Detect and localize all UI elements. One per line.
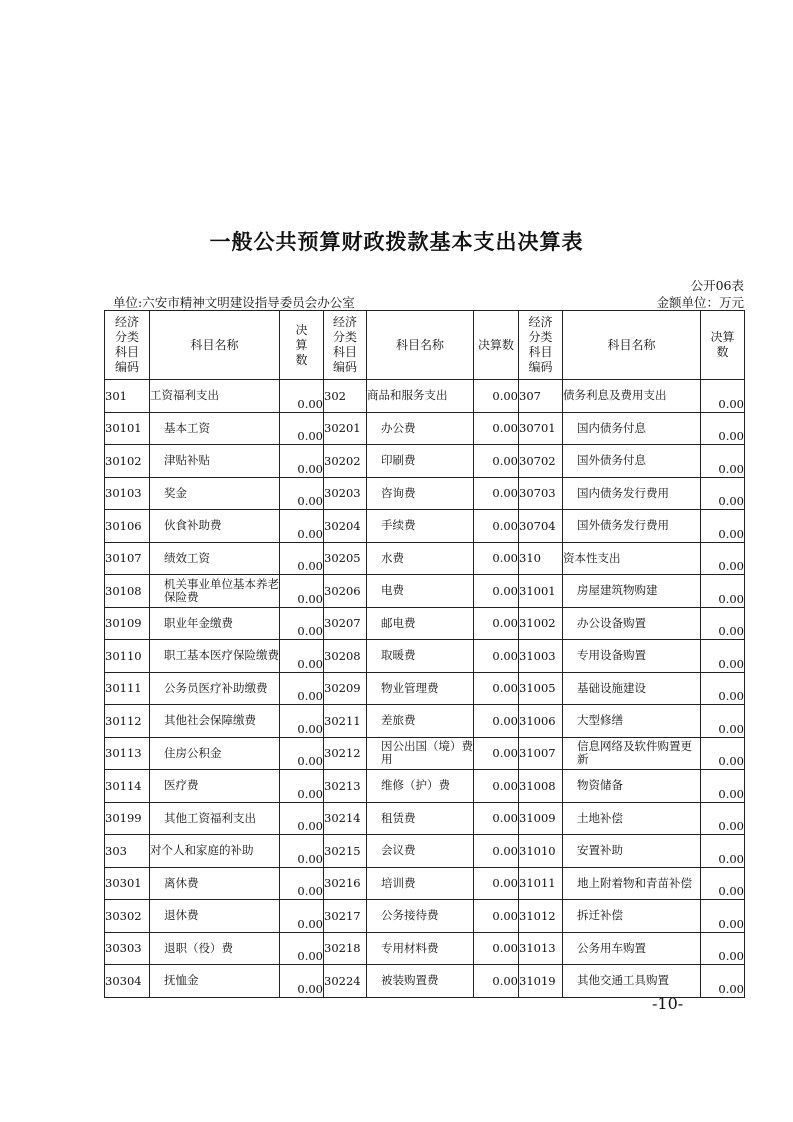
amount-cell: 0.00 [280, 542, 324, 575]
name-cell: 培训费 [367, 867, 474, 900]
name-cell: 差旅费 [367, 705, 474, 738]
name-cell: 大型修缮 [563, 705, 701, 738]
name-cell: 工资福利支出 [150, 380, 280, 413]
header-code-2: 经济分类科目编码 [324, 311, 367, 380]
header-name-3: 科目名称 [563, 311, 701, 380]
name-cell: 专用材料费 [367, 932, 474, 965]
table-row [105, 445, 745, 478]
code-cell: 31002 [519, 607, 563, 640]
name-cell: 退休费 [150, 900, 280, 933]
name-cell: 安置补助 [563, 835, 701, 868]
table-row [105, 737, 745, 770]
amount-cell: 0.00 [280, 965, 324, 998]
name-cell: 会议费 [367, 835, 474, 868]
amount-cell: 0.00 [280, 412, 324, 445]
amount-cell: 0.00 [280, 737, 324, 770]
code-cell: 30206 [324, 575, 367, 608]
name-cell: 维修（护）费 [367, 770, 474, 803]
name-cell: 手续费 [367, 510, 474, 543]
amount-cell: 0.00 [701, 705, 745, 738]
name-cell: 绩效工资 [150, 542, 280, 575]
name-cell: 地上附着物和青苗补偿 [563, 867, 701, 900]
amount-cell: 0.00 [474, 802, 519, 835]
header-name-1: 科目名称 [150, 311, 280, 380]
header-amount-2: 决算数 [474, 311, 519, 380]
code-cell: 30204 [324, 510, 367, 543]
code-cell: 30107 [105, 542, 150, 575]
amount-cell: 0.00 [474, 672, 519, 705]
code-cell: 30114 [105, 770, 150, 803]
name-cell: 电费 [367, 575, 474, 608]
form-number: 公开06表 [690, 278, 744, 293]
code-cell: 31005 [519, 672, 563, 705]
amount-cell: 0.00 [701, 672, 745, 705]
amount-cell: 0.00 [280, 510, 324, 543]
name-cell: 专用设备购置 [563, 640, 701, 673]
table-row [105, 542, 745, 575]
amount-cell: 0.00 [280, 900, 324, 933]
table-row [105, 835, 745, 868]
name-cell: 抚恤金 [150, 965, 280, 998]
name-cell: 对个人和家庭的补助 [150, 835, 280, 868]
code-cell: 303 [105, 835, 150, 868]
amount-cell: 0.00 [474, 867, 519, 900]
code-cell: 31008 [519, 770, 563, 803]
name-cell: 租赁费 [367, 802, 474, 835]
amount-cell: 0.00 [701, 542, 745, 575]
code-cell: 30108 [105, 575, 150, 608]
code-cell: 31003 [519, 640, 563, 673]
code-cell: 307 [519, 380, 563, 413]
code-cell: 30201 [324, 412, 367, 445]
amount-cell: 0.00 [474, 835, 519, 868]
code-cell: 30218 [324, 932, 367, 965]
code-cell: 30304 [105, 965, 150, 998]
code-cell: 30202 [324, 445, 367, 478]
name-cell: 国内债务发行费用 [563, 477, 701, 510]
name-cell: 水费 [367, 542, 474, 575]
amount-cell: 0.00 [701, 510, 745, 543]
code-cell: 30103 [105, 477, 150, 510]
code-cell: 30208 [324, 640, 367, 673]
page-title: 一般公共预算财政拨款基本支出决算表 [209, 230, 584, 254]
code-cell: 30113 [105, 737, 150, 770]
amount-cell: 0.00 [701, 737, 745, 770]
code-cell: 302 [324, 380, 367, 413]
code-cell: 30701 [519, 412, 563, 445]
amount-cell: 0.00 [280, 835, 324, 868]
amount-cell: 0.00 [701, 770, 745, 803]
code-cell: 31001 [519, 575, 563, 608]
amount-cell: 0.00 [474, 640, 519, 673]
name-cell: 咨询费 [367, 477, 474, 510]
name-cell: 职业年金缴费 [150, 607, 280, 640]
name-cell: 基本工资 [150, 412, 280, 445]
amount-cell: 0.00 [280, 575, 324, 608]
name-cell: 取暖费 [367, 640, 474, 673]
amount-cell: 0.00 [280, 607, 324, 640]
table-row [105, 932, 745, 965]
amount-cell: 0.00 [280, 802, 324, 835]
name-cell: 离休费 [150, 867, 280, 900]
code-cell: 30215 [324, 835, 367, 868]
code-cell: 30102 [105, 445, 150, 478]
amount-cell: 0.00 [474, 412, 519, 445]
code-cell: 30110 [105, 640, 150, 673]
code-cell: 30211 [324, 705, 367, 738]
header-code-3: 经济分类科目编码 [519, 311, 563, 380]
name-cell: 国外债务发行费用 [563, 510, 701, 543]
amount-cell: 0.00 [280, 770, 324, 803]
amount-cell: 0.00 [474, 380, 519, 413]
header-code-1: 经济分类科目编码 [105, 311, 150, 380]
name-cell: 职工基本医疗保险缴费 [150, 640, 280, 673]
amount-cell: 0.00 [701, 445, 745, 478]
name-cell: 物资储备 [563, 770, 701, 803]
amount-cell: 0.00 [474, 705, 519, 738]
amount-cell: 0.00 [701, 932, 745, 965]
table-row [105, 705, 745, 738]
name-cell: 拆迁补偿 [563, 900, 701, 933]
amount-cell: 0.00 [474, 542, 519, 575]
code-cell: 30207 [324, 607, 367, 640]
code-cell: 30213 [324, 770, 367, 803]
amount-cell: 0.00 [474, 770, 519, 803]
name-cell: 房屋建筑物购建 [563, 575, 701, 608]
amount-cell: 0.00 [701, 867, 745, 900]
table-row [105, 867, 745, 900]
expenditure-table [104, 310, 745, 998]
table-header-row [105, 311, 745, 380]
code-cell: 30203 [324, 477, 367, 510]
code-cell: 31007 [519, 737, 563, 770]
code-cell: 31010 [519, 835, 563, 868]
code-cell: 30199 [105, 802, 150, 835]
name-cell: 国外债务付息 [563, 445, 701, 478]
table-row [105, 640, 745, 673]
amount-cell: 0.00 [474, 900, 519, 933]
name-cell: 资本性支出 [563, 542, 701, 575]
amount-cell: 0.00 [701, 380, 745, 413]
amount-cell: 0.00 [280, 672, 324, 705]
amount-cell: 0.00 [280, 477, 324, 510]
table-row [105, 802, 745, 835]
name-cell: 退职（役）费 [150, 932, 280, 965]
amount-cell: 0.00 [280, 445, 324, 478]
code-cell: 30112 [105, 705, 150, 738]
code-cell: 30224 [324, 965, 367, 998]
code-cell: 30301 [105, 867, 150, 900]
code-cell: 31009 [519, 802, 563, 835]
amount-cell: 0.00 [474, 737, 519, 770]
table-row [105, 575, 745, 608]
table-row [105, 477, 745, 510]
name-cell: 物业管理费 [367, 672, 474, 705]
name-cell: 办公设备购置 [563, 607, 701, 640]
table-row [105, 510, 745, 543]
name-cell: 公务员医疗补助缴费 [150, 672, 280, 705]
name-cell: 办公费 [367, 412, 474, 445]
amount-cell: 0.00 [280, 640, 324, 673]
code-cell: 30106 [105, 510, 150, 543]
amount-cell: 0.00 [474, 510, 519, 543]
code-cell: 30702 [519, 445, 563, 478]
code-cell: 30704 [519, 510, 563, 543]
name-cell: 商品和服务支出 [367, 380, 474, 413]
code-cell: 31012 [519, 900, 563, 933]
name-cell: 债务利息及费用支出 [563, 380, 701, 413]
name-cell: 基础设施建设 [563, 672, 701, 705]
amount-cell: 0.00 [280, 867, 324, 900]
name-cell: 信息网络及软件购置更新 [563, 737, 701, 770]
amount-cell: 0.00 [701, 640, 745, 673]
money-unit-label: 金额单位：万元 [656, 295, 744, 310]
code-cell: 30205 [324, 542, 367, 575]
name-cell: 伙食补助费 [150, 510, 280, 543]
amount-cell: 0.00 [280, 932, 324, 965]
amount-cell: 0.00 [474, 965, 519, 998]
code-cell: 30111 [105, 672, 150, 705]
code-cell: 30703 [519, 477, 563, 510]
name-cell: 医疗费 [150, 770, 280, 803]
header-amount-3: 决算数 [701, 311, 745, 380]
name-cell: 公务用车购置 [563, 932, 701, 965]
table-row [105, 607, 745, 640]
code-cell: 30216 [324, 867, 367, 900]
code-cell: 30209 [324, 672, 367, 705]
code-cell: 301 [105, 380, 150, 413]
amount-cell: 0.00 [474, 575, 519, 608]
name-cell: 机关事业单位基本养老保险费 [150, 575, 280, 608]
code-cell: 30217 [324, 900, 367, 933]
code-cell: 30212 [324, 737, 367, 770]
name-cell: 土地补偿 [563, 802, 701, 835]
code-cell: 310 [519, 542, 563, 575]
code-cell: 30101 [105, 412, 150, 445]
amount-cell: 0.00 [701, 477, 745, 510]
name-cell: 邮电费 [367, 607, 474, 640]
table-row [105, 965, 745, 998]
code-cell: 31013 [519, 932, 563, 965]
header-name-2: 科目名称 [367, 311, 474, 380]
amount-cell: 0.00 [474, 445, 519, 478]
amount-cell: 0.00 [701, 900, 745, 933]
amount-cell: 0.00 [474, 607, 519, 640]
code-cell: 31006 [519, 705, 563, 738]
name-cell: 印刷费 [367, 445, 474, 478]
table-row [105, 380, 745, 413]
amount-cell: 0.00 [701, 835, 745, 868]
table-row [105, 770, 745, 803]
amount-cell: 0.00 [474, 477, 519, 510]
name-cell: 津贴补贴 [150, 445, 280, 478]
amount-cell: 0.00 [280, 380, 324, 413]
name-cell: 其他工资福利支出 [150, 802, 280, 835]
table-row [105, 672, 745, 705]
name-cell: 住房公积金 [150, 737, 280, 770]
amount-cell: 0.00 [701, 802, 745, 835]
table-row [105, 900, 745, 933]
amount-cell: 0.00 [701, 412, 745, 445]
page-number: -10- [652, 994, 684, 1013]
name-cell: 其他社会保障缴费 [150, 705, 280, 738]
name-cell: 被装购置费 [367, 965, 474, 998]
amount-cell: 0.00 [701, 607, 745, 640]
table-row [105, 412, 745, 445]
amount-cell: 0.00 [701, 575, 745, 608]
code-cell: 30303 [105, 932, 150, 965]
code-cell: 30214 [324, 802, 367, 835]
name-cell: 其他交通工具购置 [563, 965, 701, 998]
code-cell: 30109 [105, 607, 150, 640]
code-cell: 30302 [105, 900, 150, 933]
amount-cell: 0.00 [280, 705, 324, 738]
name-cell: 国内债务付息 [563, 412, 701, 445]
header-amount-1: 决算数 [280, 311, 324, 380]
unit-label: 单位:六安市精神文明建设指导委员会办公室 [113, 295, 355, 310]
amount-cell: 0.00 [474, 932, 519, 965]
name-cell: 奖金 [150, 477, 280, 510]
code-cell: 31011 [519, 867, 563, 900]
name-cell: 公务接待费 [367, 900, 474, 933]
amount-cell: 0.00 [701, 965, 745, 998]
code-cell: 31019 [519, 965, 563, 998]
name-cell: 因公出国（境）费用 [367, 737, 474, 770]
